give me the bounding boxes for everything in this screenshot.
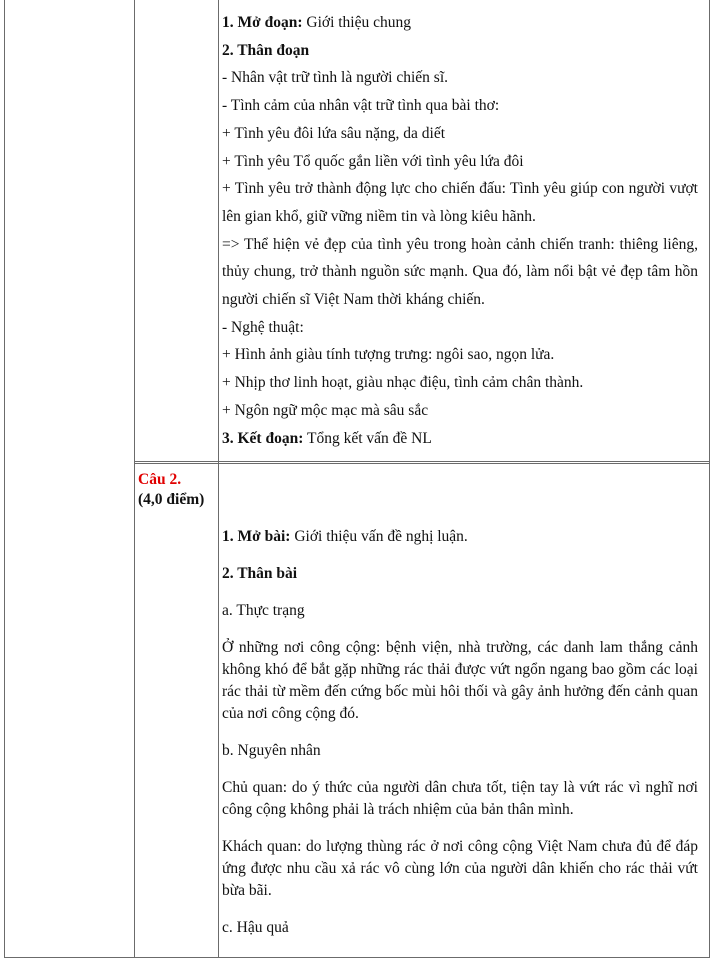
ket-doan-text: Tổng kết vấn đề NL xyxy=(303,429,432,447)
than-bai-label: 2. Thân bài xyxy=(222,565,298,582)
mo-doan xyxy=(222,9,698,37)
content-line: - Nhân vật trữ tình là người chiến sĩ. xyxy=(222,69,449,87)
column-divider-2 xyxy=(218,0,219,957)
content-line: - Tình cảm của nhân vật trữ tình qua bài thơ: xyxy=(222,97,500,115)
dong-luc-paragraph: + Tình yêu trở thành động lực cho chiến đấu: Tình yêu giúp con người vượt lên gian khổ, giữ vững niềm tin và lòng kiêu hãnh. xyxy=(222,180,698,225)
nghe-thuat-line: + Ngôn ngữ mộc mạc mà sâu sắc xyxy=(222,401,429,419)
cau-1-content xyxy=(222,9,698,452)
nghe-thuat-line: - Nghệ thuật: xyxy=(222,318,304,336)
row-divider-top xyxy=(134,461,709,462)
mo-doan-text: Giới thiệu chung xyxy=(302,14,411,31)
chu-quan-paragraph: Chủ quan: do ý thức của người dân chưa tốt, tiện tay là vứt rác vì nghĩ nơi công cộng không phải là trách nhiệm của bản thân mình. xyxy=(222,779,698,818)
column-divider-1 xyxy=(134,0,135,957)
question-number: Câu 2. xyxy=(138,471,182,488)
cau-2-label xyxy=(138,470,204,510)
nguyen-nhan-heading: b. Nguyên nhân xyxy=(222,742,321,759)
cau-2-content xyxy=(222,526,698,954)
ket-doan xyxy=(222,425,698,453)
hau-qua-heading: c. Hậu quả xyxy=(222,919,289,936)
content-line: + Tình yêu đôi lứa sâu nặng, da diết xyxy=(222,124,446,142)
nghe-thuat-line: + Hình ảnh giàu tính tượng trưng: ngôi sao, ngọn lửa. xyxy=(222,346,555,364)
ket-doan-label: 3. Kết đoạn: xyxy=(222,429,304,447)
thuc-trang-paragraph: Ở những nơi công cộng: bệnh viện, nhà trường, các danh lam thắng cảnh không khó để bắt gặp những rác thải được vứt ngổn ngang bao gồm các loại rác thải từ mềm đến cứng bốc mùi hôi thối và gây ảnh hưởng đến cảnh quan của nơi công cộng đó. xyxy=(222,639,698,722)
the-hien-paragraph: => Thể hiện vẻ đẹp của tình yêu trong hoàn cảnh chiến tranh: thiêng liêng, thủy chung, trở thành nguồn sức mạnh. Qua đó, làm nổi bật vẻ đẹp tâm hồn người chiến sĩ Việt Nam thời kháng chiến. xyxy=(222,235,698,309)
nghe-thuat-line: + Nhịp thơ linh hoạt, giàu nhạc điệu, tình cảm chân thành. xyxy=(222,374,584,392)
mo-doan-label: 1. Mở đoạn: xyxy=(222,14,303,31)
mo-bai-text: Giới thiệu vấn đề nghị luận. xyxy=(290,528,468,545)
than-doan-heading xyxy=(222,37,698,65)
row-divider-bottom xyxy=(134,463,709,464)
thuc-trang-heading: a. Thực trạng xyxy=(222,602,305,619)
mo-bai-label: 1. Mở bài: xyxy=(222,528,291,545)
khach-quan-paragraph: Khách quan: do lượng thùng rác ở nơi công cộng Việt Nam chưa đủ để đáp ứng được nhu cầu xả rác vô cùng lớn của người dân khiến cho rác thải vứt bừa bãi. xyxy=(222,838,698,899)
mo-bai xyxy=(222,526,698,548)
question-score: (4,0 điểm) xyxy=(138,491,205,508)
than-bai-heading xyxy=(222,563,698,585)
than-doan-label: 2. Thân đoạn xyxy=(222,41,310,59)
content-line: + Tình yêu Tổ quốc gắn liền với tình yêu lứa đôi xyxy=(222,152,524,170)
